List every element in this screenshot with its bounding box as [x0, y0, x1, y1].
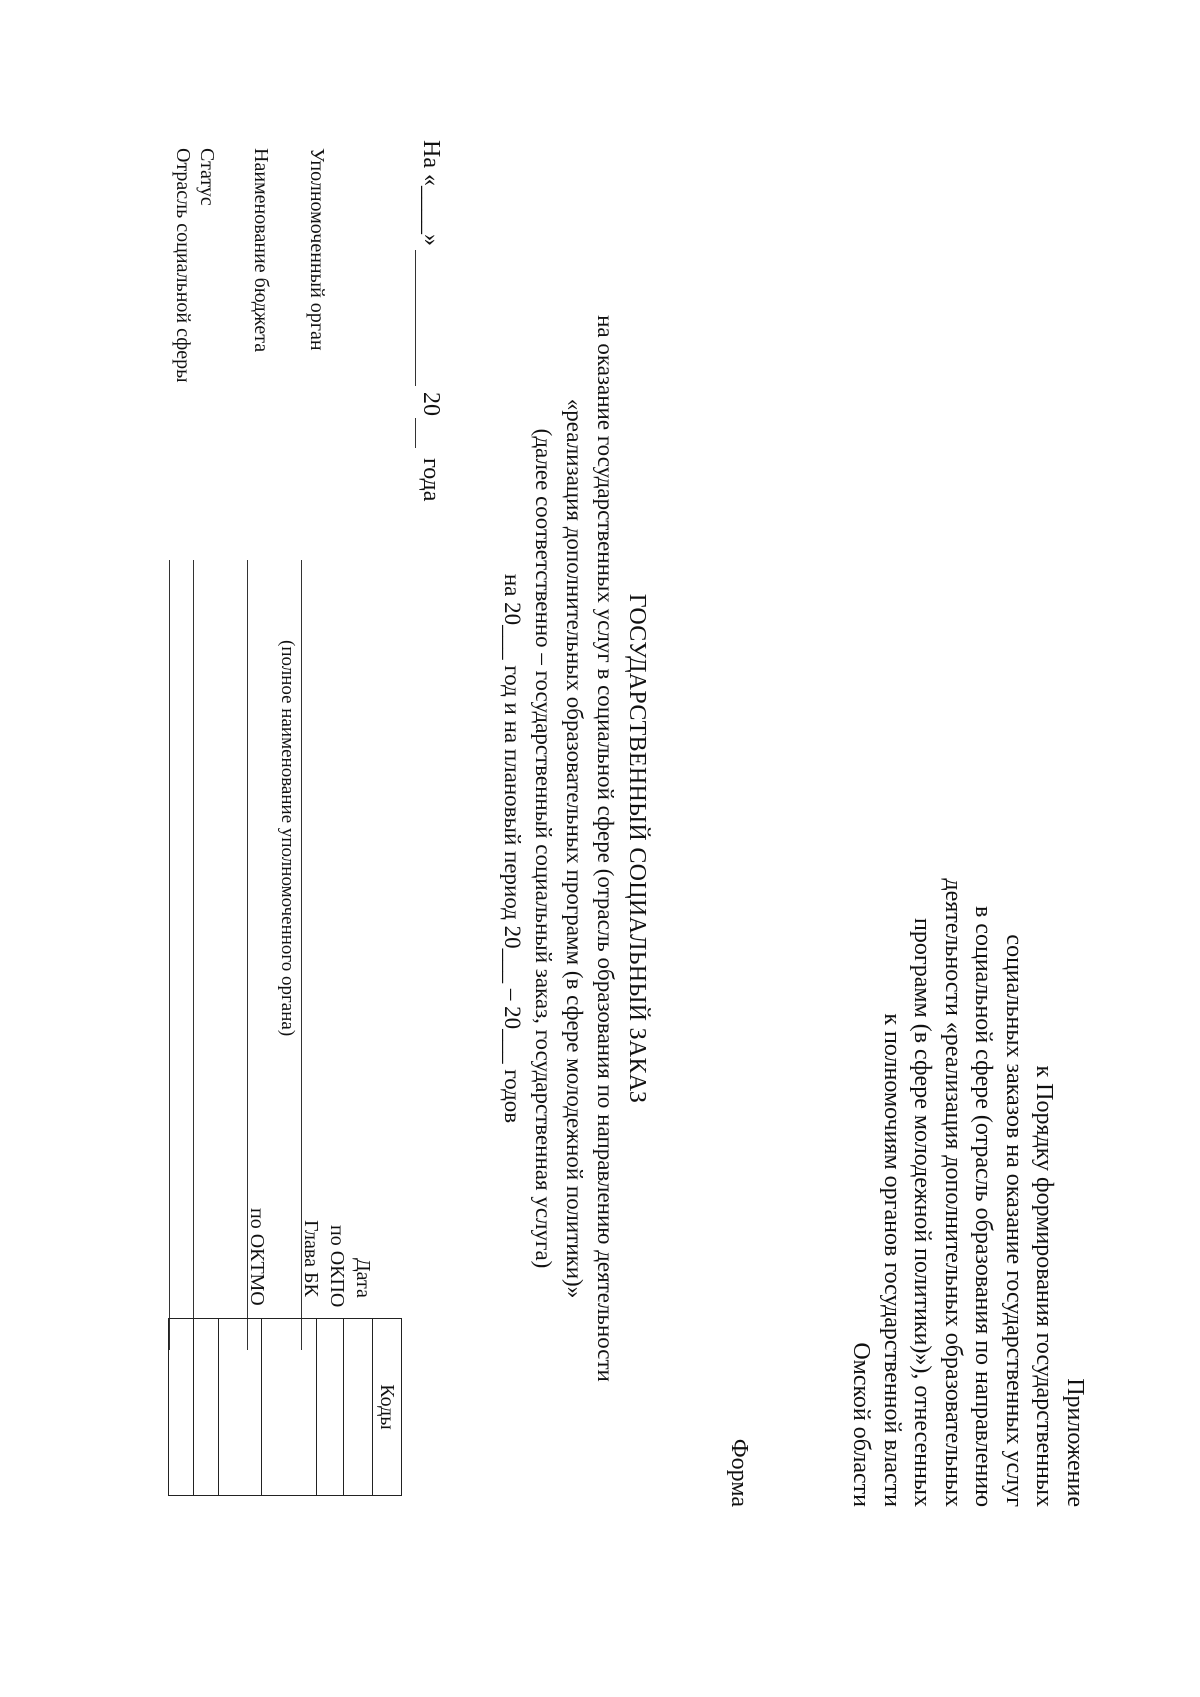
document-title-block — [497, 0, 652, 1697]
title-line: на оказание государственных услуг в социальной сфере (отрасль образования по направлению деятельности — [593, 315, 618, 1382]
codes-table — [168, 1318, 402, 1496]
code-label-oktmo: по ОКТМО — [246, 1208, 268, 1306]
status-label: Статус — [196, 148, 218, 206]
form-label: Форма — [726, 1438, 752, 1507]
code-status-cell[interactable] — [194, 1319, 219, 1496]
appendix-line: к полномочиям органов государственной власти — [879, 1013, 905, 1507]
appendix-line: Омской области — [848, 1342, 875, 1507]
authorized-body-hint: (полное наименование уполномоченного органа) — [277, 640, 298, 1037]
date-month-line — [415, 250, 416, 386]
appendix-header — [846, 767, 1090, 1507]
authorized-body-label: Уполномоченный орган — [306, 148, 328, 351]
code-label-okpo: по ОКПО — [326, 1225, 348, 1308]
budget-name-label: Наименование бюджета — [250, 148, 272, 353]
title-line: на 20___ год и на плановый период 20___ – 20___ годов — [500, 573, 525, 1124]
code-label-date: Дата — [352, 1258, 374, 1298]
appendix-line: к Порядку формирования государственных — [1031, 1065, 1058, 1507]
date-year-prefix: 20 — [418, 392, 444, 416]
code-label-glava-bk: Глава БК — [300, 1220, 322, 1297]
code-sector-cell[interactable] — [169, 1319, 194, 1496]
code-date-cell[interactable] — [344, 1319, 373, 1496]
appendix-line: в социальной сфере (отрасль образования по направлению — [970, 905, 997, 1507]
social-sector-line — [169, 560, 170, 1350]
social-sector-label: Отрасль социальной сферы — [172, 148, 194, 383]
date-suffix: года — [418, 458, 444, 502]
appendix-line: Приложение — [1062, 1378, 1088, 1507]
appendix-line: социальных заказов на оказание государственных услуг — [1001, 934, 1027, 1507]
codes-header-cell: Коды — [373, 1319, 402, 1496]
appendix-line: программ (в сфере молодежной политики)»), отнесенных — [909, 918, 936, 1507]
code-oktmo-cell[interactable] — [219, 1319, 262, 1496]
status-line — [193, 560, 194, 1350]
date-year-line — [415, 418, 416, 448]
code-okpo-cell[interactable] — [317, 1319, 344, 1496]
code-glava-bk-cell[interactable] — [262, 1319, 317, 1496]
date-prefix: На «____» — [418, 140, 444, 246]
appendix-line: деятельности «реализация дополнительных образовательных — [940, 878, 966, 1507]
title-line: «реализация дополнительных образовательных программ (в сфере молодежной политики)» — [562, 398, 587, 1299]
title-line: (далее соответственно – государственный социальный заказ, государственная услуга) — [531, 428, 556, 1269]
document-title: ГОСУДАРСТВЕННЫЙ СОЦИАЛЬНЫЙ ЗАКАЗ — [624, 593, 650, 1104]
